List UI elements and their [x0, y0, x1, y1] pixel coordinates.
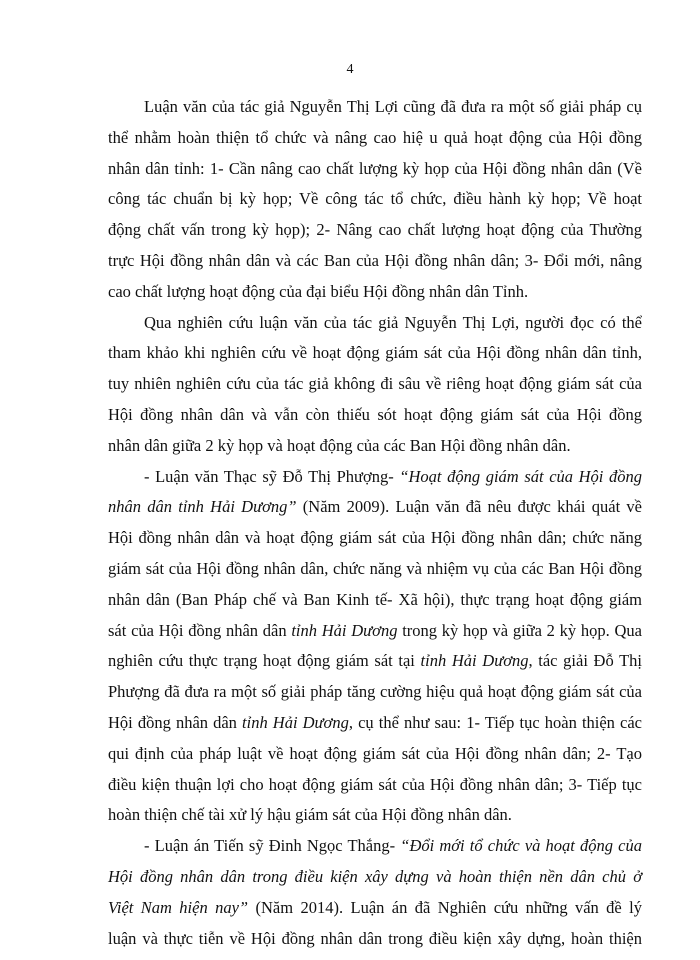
- text-run: nghiên cứu thực trạng hoạt động giám sát tại: [108, 651, 421, 671]
- italic-text: “Hoạt động giám sát của Hội đồng: [399, 466, 642, 486]
- text-run: , cụ thể như sau: 1- Tiếp tục hoàn thiện các: [348, 712, 642, 732]
- text-line: [108, 862, 642, 893]
- text-line: [108, 831, 642, 862]
- italic-text: “Đổi mới tổ chức và hoạt động của: [400, 836, 642, 856]
- text-run: , tác giải Đỗ Thị: [528, 651, 642, 671]
- text-run: trong kỳ họp và giữa 2 kỳ họp. Qua: [397, 620, 642, 640]
- italic-text: nhân dân tỉnh Hải Dương”: [108, 497, 297, 517]
- text-line: [108, 800, 642, 831]
- text-line: [108, 770, 642, 801]
- text-run: - Luận văn Thạc sỹ Đỗ Thị Phượng-: [144, 466, 400, 486]
- text-line: [108, 893, 642, 924]
- page-number: 4: [346, 62, 354, 77]
- text-line: [108, 523, 642, 554]
- text-run: tuy nhiên nghiên cứu của tác giả không đi sâu về riêng hoạt động giám sát của: [108, 374, 642, 394]
- body-text: [108, 92, 642, 954]
- text-run: Hội đồng nhân dân và vẫn còn thiếu sót hoạt động giám sát của Hội đồng: [108, 404, 642, 424]
- text-run: giám sát của Hội đồng nhân dân, chức năng và nhiệm vụ của các Ban Hội đồng: [108, 558, 642, 578]
- text-run: Qua nghiên cứu luận văn của tác giả Nguyễn Thị Lợi, người đọc có thể: [144, 312, 642, 332]
- text-run: sát của Hội đồng nhân dân: [108, 620, 292, 640]
- italic-text: tỉnh Hải Dương: [420, 651, 529, 671]
- text-run: (Năm 2009). Luận văn đã nêu được khái quát về: [296, 497, 642, 517]
- text-line: [108, 154, 642, 185]
- text-line: [108, 677, 642, 708]
- text-run: nhân dân (Ban Pháp chế và Ban Kinh tế- Xã hội), thực trạng hoạt động giám: [108, 589, 642, 609]
- text-line: [108, 708, 642, 739]
- text-run: - Luận án Tiến sỹ Đinh Ngọc Thắng-: [144, 836, 401, 856]
- text-run: hoàn thiện chế tài xử lý hậu giám sát của Hội đồng nhân dân.: [108, 805, 512, 825]
- italic-text: tỉnh Hải Dương: [242, 712, 349, 732]
- text-run: điều kiện thuận lợi cho hoạt động giám sát của Hội đồng nhân dân; 3- Tiếp tục: [108, 774, 642, 794]
- text-line: [108, 338, 642, 369]
- text-run: công tác chuẩn bị kỳ họp; Về công tác tổ chức, điều hành kỳ họp; Về hoạt: [108, 189, 642, 209]
- text-line: [108, 369, 642, 400]
- text-line: [108, 616, 642, 647]
- text-line: [108, 739, 642, 770]
- text-run: luận và thực tiễn về Hội đồng nhân dân trong điều kiện xây dựng, hoàn thiện: [108, 928, 642, 948]
- text-line: [108, 184, 642, 215]
- text-line: [108, 924, 642, 955]
- italic-text: Hội đồng nhân dân trong điều kiện xây dựng và hoàn thiện nền dân chủ ở: [108, 866, 642, 886]
- text-run: Luận văn của tác giả Nguyễn Thị Lợi cũng đã đưa ra một số giải pháp cụ: [144, 97, 642, 116]
- text-line: [108, 215, 642, 246]
- text-line: [108, 308, 642, 339]
- text-line: [108, 400, 642, 431]
- text-line: [108, 92, 642, 123]
- text-run: thể nhằm hoàn thiện tổ chức và nâng cao hiệ u quả hoạt động của Hội đồng: [108, 127, 642, 147]
- italic-text: Việt Nam hiện nay”: [108, 897, 249, 917]
- text-run: Phượng đã đưa ra một số giải pháp tăng cường hiệu quả hoạt động giám sát của: [108, 682, 642, 702]
- text-run: trực Hội đồng nhân dân và các Ban của Hội đồng nhân dân; 3- Đổi mới, nâng: [108, 250, 642, 270]
- text-line: [108, 431, 642, 462]
- text-line: [108, 277, 642, 308]
- text-run: nhân dân giữa 2 kỳ họp và hoạt động của các Ban Hội đồng nhân dân.: [108, 435, 571, 455]
- text-run: động chất vấn trong kỳ họp); 2- Nâng cao chất lượng hoạt động của Thường: [108, 220, 642, 240]
- text-line: [108, 646, 642, 677]
- text-run: tham khảo khi nghiên cứu về hoạt động giám sát của Hội đồng nhân dân tỉnh,: [108, 343, 642, 363]
- text-line: [108, 246, 642, 277]
- text-run: Hội đồng nhân dân và hoạt động giám sát của Hội đồng nhân dân; chức năng: [108, 528, 642, 548]
- text-line: [108, 492, 642, 523]
- text-run: cao chất lượng hoạt động của đại biểu Hội đồng nhân dân Tỉnh.: [108, 281, 529, 301]
- text-run: nhân dân tỉnh: 1- Cần nâng cao chất lượng kỳ họp của Hội đồng nhân dân (Về: [108, 158, 642, 178]
- text-line: [108, 554, 642, 585]
- italic-text: tỉnh Hải Dương: [291, 620, 398, 640]
- text-line: [108, 123, 642, 154]
- text-line: [108, 462, 642, 493]
- text-run: Hội đồng nhân dân: [108, 712, 243, 732]
- text-run: (Năm 2014). Luận án đã Nghiên cứu những vấn đề lý: [248, 897, 642, 917]
- text-line: [108, 585, 642, 616]
- text-run: qui định của pháp luật về hoạt động giám sát của Hội đồng nhân dân; 2- Tạo: [108, 743, 642, 763]
